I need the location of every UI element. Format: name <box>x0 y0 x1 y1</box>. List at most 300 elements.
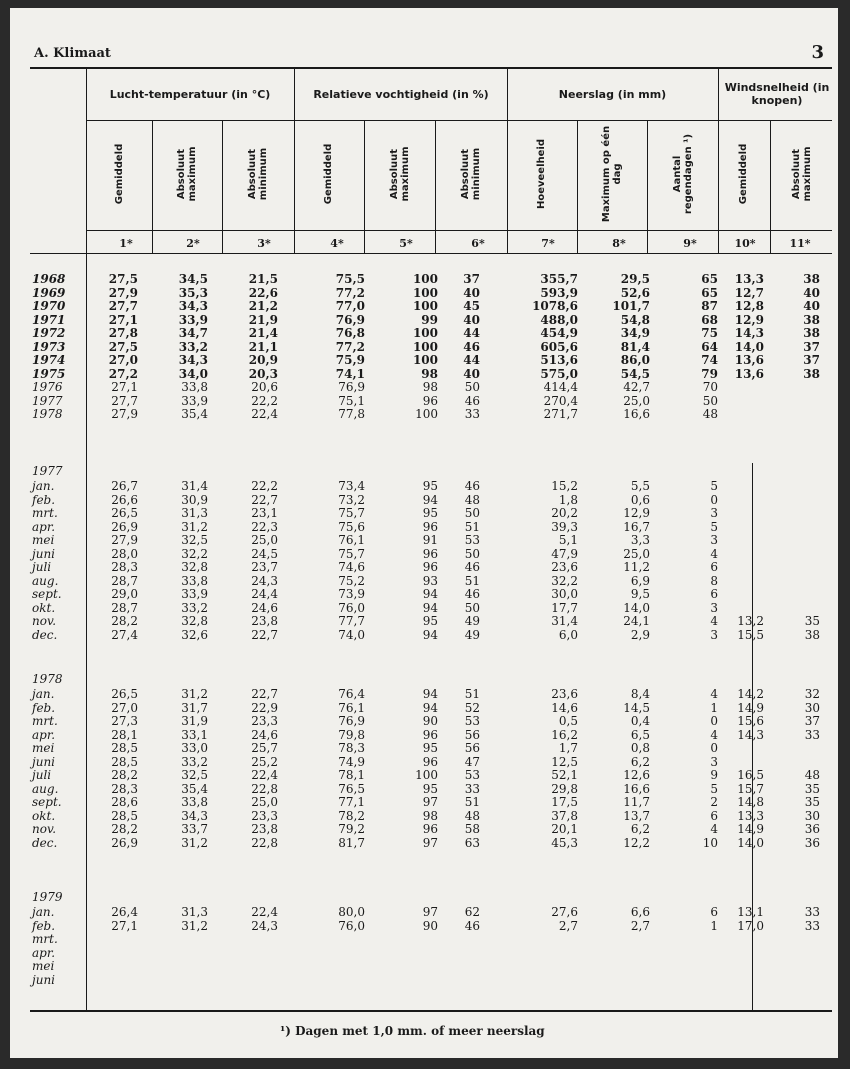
cell-value: 101,7 <box>612 299 650 313</box>
cell-value: 14,0 <box>734 339 764 354</box>
cell-value: 22,7 <box>251 492 278 507</box>
column-number: 8* <box>612 237 626 250</box>
table-row <box>10 300 838 314</box>
cell-value: 4 <box>710 546 718 561</box>
row-label: apr. <box>32 519 56 534</box>
table-row <box>10 602 838 616</box>
cell-value: 70 <box>702 380 718 394</box>
block-year-heading <box>10 668 838 688</box>
cell-value: 8,4 <box>630 687 650 701</box>
group-divider <box>718 68 719 254</box>
group-header-wind: Windsnelheid (in knopen) <box>724 81 830 107</box>
cell-value: 1,7 <box>558 741 578 755</box>
cell-value: 100 <box>415 768 438 782</box>
row-label: juni <box>32 972 56 987</box>
cell-value: 62 <box>464 905 480 919</box>
cell-value: 77,2 <box>335 285 365 300</box>
cell-value: 80,0 <box>338 905 365 919</box>
cell-value: 27,8 <box>108 326 138 340</box>
group-divider <box>294 68 295 254</box>
table-row <box>10 327 838 341</box>
cell-value: 6,9 <box>630 573 650 588</box>
cell-value: 6 <box>710 808 718 823</box>
cell-value: 12,5 <box>551 754 578 769</box>
column-divider <box>222 120 223 254</box>
cell-value: 77,7 <box>338 614 365 628</box>
cell-value: 78,3 <box>338 741 365 755</box>
cell-value: 32,5 <box>181 533 208 547</box>
cell-value: 87 <box>701 299 718 313</box>
cell-value: 100 <box>412 285 438 300</box>
group-divider <box>507 68 508 254</box>
cell-value: 25,0 <box>623 393 650 408</box>
cell-value: 27,1 <box>111 918 138 933</box>
cell-value: 32,8 <box>181 560 208 574</box>
block-year-heading <box>10 460 838 480</box>
cell-value: 30 <box>804 808 820 823</box>
cell-value: 34,5 <box>178 272 208 286</box>
cell-value: 86,0 <box>620 353 650 367</box>
cell-value: 93 <box>422 573 438 588</box>
cell-value: 100 <box>412 299 438 313</box>
cell-value: 35 <box>804 614 820 628</box>
row-label: nov. <box>32 614 57 628</box>
cell-value: 29,5 <box>620 272 650 286</box>
cell-value: 3 <box>710 506 718 520</box>
subheader-precip-amount: Hoeveelheid <box>536 138 547 210</box>
subheader-temp-min: Absoluut minimum <box>247 147 269 201</box>
cell-value: 37 <box>463 272 480 286</box>
cell-value: 24,5 <box>251 546 278 561</box>
cell-value: 22,4 <box>251 905 278 919</box>
cell-value: 53 <box>464 714 480 728</box>
cell-value: 414,4 <box>543 380 578 394</box>
cell-value: 21,2 <box>248 299 278 313</box>
block-year: 1977 <box>32 464 63 478</box>
cell-value: 27,6 <box>551 905 578 919</box>
cell-value: 95 <box>422 479 438 493</box>
cell-value: 34,9 <box>620 326 650 340</box>
cell-value: 27,0 <box>111 700 138 715</box>
cell-value: 94 <box>422 627 438 642</box>
cell-value: 28,7 <box>111 600 138 615</box>
table-row <box>10 974 838 988</box>
cell-value: 28,1 <box>111 727 138 742</box>
cell-value: 38 <box>803 272 820 286</box>
cell-value: 10 <box>702 835 718 850</box>
cell-value: 14,0 <box>737 835 764 850</box>
cell-value: 0 <box>710 741 718 755</box>
cell-value: 0,6 <box>630 492 650 507</box>
cell-value: 16,6 <box>623 407 650 421</box>
table-row <box>10 947 838 961</box>
table-row <box>10 615 838 629</box>
table-row <box>10 408 838 422</box>
cell-value: 50 <box>702 393 718 408</box>
column-number: 9* <box>683 237 697 250</box>
cell-value: 75,5 <box>335 272 365 286</box>
cell-value: 33 <box>804 905 820 919</box>
cell-value: 21,9 <box>248 312 278 327</box>
cell-value: 33,2 <box>181 754 208 769</box>
cell-value: 95 <box>422 741 438 755</box>
cell-value: 4 <box>710 614 718 628</box>
cell-value: 5 <box>710 781 718 796</box>
cell-value: 31,2 <box>181 918 208 933</box>
cell-value: 33 <box>804 727 820 742</box>
cell-value: 6,2 <box>630 822 650 836</box>
cell-value: 31,3 <box>181 905 208 919</box>
cell-value: 77,8 <box>338 407 365 421</box>
cell-value: 29,0 <box>111 587 138 601</box>
cell-value: 0,5 <box>558 714 578 728</box>
cell-value: 25,0 <box>251 795 278 809</box>
cell-value: 25,0 <box>251 533 278 547</box>
cell-value: 40 <box>463 312 480 327</box>
cell-value: 32,8 <box>181 614 208 628</box>
subheader-wind-max: Absoluut maximum <box>791 146 813 202</box>
cell-value: 38 <box>804 627 820 642</box>
cell-value: 22,4 <box>251 768 278 782</box>
column-number: 6* <box>471 237 485 250</box>
table-row <box>10 933 838 947</box>
table-row <box>10 837 838 851</box>
cell-value: 28,2 <box>111 614 138 628</box>
column-divider <box>770 120 771 254</box>
cell-value: 33,9 <box>181 393 208 408</box>
cell-value: 8 <box>710 573 718 588</box>
cell-value: 51 <box>464 687 480 701</box>
subheader-temp-max: Absoluut maximum <box>176 146 198 202</box>
row-label: aug. <box>32 781 59 796</box>
cell-value: 1,8 <box>558 492 578 507</box>
cell-value: 2 <box>710 795 718 809</box>
cell-value: 20,6 <box>251 380 278 394</box>
cell-value: 54,8 <box>620 312 650 327</box>
cell-value: 11,7 <box>623 795 650 809</box>
cell-value: 15,5 <box>737 627 764 642</box>
cell-value: 12,9 <box>623 506 650 520</box>
cell-value: 40 <box>463 366 480 381</box>
row-label: dec. <box>32 835 58 850</box>
subheader-rain-days: Aantal regendagen ¹) <box>672 133 694 215</box>
cell-value: 51 <box>464 519 480 534</box>
row-label: 1977 <box>32 393 63 408</box>
cell-value: 79,8 <box>338 727 365 742</box>
table-row <box>10 521 838 535</box>
cell-value: 22,7 <box>251 687 278 701</box>
row-label: juni <box>32 546 56 561</box>
cell-value: 0 <box>710 714 718 728</box>
cell-value: 1 <box>710 700 718 715</box>
cell-value: 14,5 <box>623 700 650 715</box>
cell-value: 96 <box>422 546 438 561</box>
cell-value: 51 <box>464 795 480 809</box>
cell-value: 75,1 <box>338 393 365 408</box>
subheader-temp-avg: Gemiddeld <box>114 143 125 205</box>
column-divider <box>435 120 436 254</box>
cell-value: 35 <box>804 781 820 796</box>
cell-value: 12,2 <box>623 835 650 850</box>
cell-value: 53 <box>464 768 480 782</box>
cell-value: 32,2 <box>181 546 208 561</box>
cell-value: 575,0 <box>540 366 578 381</box>
cell-value: 12,9 <box>734 312 764 327</box>
page-number: 3 <box>811 42 824 63</box>
document-page <box>10 8 838 1058</box>
cell-value: 76,5 <box>338 781 365 796</box>
cell-value: 32,6 <box>181 627 208 642</box>
row-label: 1968 <box>32 272 66 286</box>
monthly-tables <box>10 460 838 1023</box>
cell-value: 30,0 <box>551 587 578 601</box>
cell-value: 27,0 <box>108 353 138 367</box>
row-label: 1973 <box>32 339 66 354</box>
cell-value: 46 <box>464 479 480 493</box>
cell-value: 49 <box>464 614 480 628</box>
cell-value: 22,4 <box>251 407 278 421</box>
cell-value: 23,7 <box>251 560 278 574</box>
cell-value: 56 <box>464 741 480 755</box>
cell-value: 33,8 <box>181 795 208 809</box>
cell-value: 2,9 <box>630 627 650 642</box>
cell-value: 35,3 <box>178 285 208 300</box>
cell-value: 47 <box>464 754 480 769</box>
cell-value: 28,2 <box>111 822 138 836</box>
cell-value: 17,0 <box>737 918 764 933</box>
cell-value: 27,2 <box>108 366 138 381</box>
cell-value: 34,3 <box>178 299 208 313</box>
row-label: apr. <box>32 727 56 742</box>
table-row <box>10 796 838 810</box>
cell-value: 34,0 <box>178 366 208 381</box>
cell-value: 36 <box>804 835 820 850</box>
cell-value: 24,4 <box>251 587 278 601</box>
table-row <box>10 341 838 355</box>
cell-value: 96 <box>422 822 438 836</box>
cell-value: 27,4 <box>111 627 138 642</box>
cell-value: 31,2 <box>181 835 208 850</box>
cell-value: 52,1 <box>551 768 578 782</box>
cell-value: 75,7 <box>338 546 365 561</box>
cell-value: 454,9 <box>540 326 578 340</box>
cell-value: 17,7 <box>551 600 578 615</box>
cell-value: 79 <box>701 366 718 381</box>
cell-value: 5,5 <box>630 479 650 493</box>
cell-value: 14,6 <box>551 700 578 715</box>
cell-value: 27,5 <box>108 272 138 286</box>
cell-value: 76,1 <box>338 700 365 715</box>
table-row <box>10 629 838 643</box>
cell-value: 26,9 <box>111 835 138 850</box>
cell-value: 20,1 <box>551 822 578 836</box>
cell-value: 31,7 <box>181 700 208 715</box>
cell-value: 14,2 <box>737 687 764 701</box>
cell-value: 513,6 <box>540 353 578 367</box>
cell-value: 50 <box>464 506 480 520</box>
cell-value: 9,5 <box>630 587 650 601</box>
cell-value: 77,1 <box>338 795 365 809</box>
cell-value: 37 <box>803 339 820 354</box>
table-row <box>10 783 838 797</box>
cell-value: 20,3 <box>248 366 278 381</box>
cell-value: 12,6 <box>623 768 650 782</box>
cell-value: 17,5 <box>551 795 578 809</box>
cell-value: 4 <box>710 727 718 742</box>
cell-value: 1 <box>710 918 718 933</box>
row-label: mei <box>32 741 55 755</box>
cell-value: 605,6 <box>540 339 578 354</box>
cell-value: 3 <box>710 627 718 642</box>
row-label: 1972 <box>32 326 66 340</box>
table-row <box>10 507 838 521</box>
cell-value: 28,0 <box>111 546 138 561</box>
cell-value: 20,9 <box>248 353 278 367</box>
cell-value: 28,7 <box>111 573 138 588</box>
cell-value: 98 <box>422 808 438 823</box>
cell-value: 54,5 <box>620 366 650 381</box>
cell-value: 24,3 <box>251 918 278 933</box>
cell-value: 46 <box>463 339 480 354</box>
table-row <box>10 561 838 575</box>
cell-value: 33,2 <box>181 600 208 615</box>
cell-value: 76,8 <box>335 326 365 340</box>
cell-value: 96 <box>422 727 438 742</box>
cell-value: 46 <box>464 393 480 408</box>
cell-value: 31,4 <box>181 479 208 493</box>
column-number: 5* <box>399 237 413 250</box>
cell-value: 34,3 <box>178 353 208 367</box>
cell-value: 26,5 <box>111 506 138 520</box>
cell-value: 26,9 <box>111 519 138 534</box>
subheader-precip-max-day: Maximum op één dag <box>601 125 623 223</box>
row-label: mei <box>32 533 55 547</box>
cell-value: 28,5 <box>111 741 138 755</box>
row-label: dec. <box>32 627 58 642</box>
cell-value: 77,0 <box>335 299 365 313</box>
cell-value: 25,7 <box>251 741 278 755</box>
table-row <box>10 273 838 287</box>
cell-value: 22,3 <box>251 519 278 534</box>
cell-value: 33,0 <box>181 741 208 755</box>
column-number: 7* <box>541 237 555 250</box>
cell-value: 27,3 <box>111 714 138 728</box>
cell-value: 15,6 <box>737 714 764 728</box>
table-row <box>10 480 838 494</box>
cell-value: 33,9 <box>178 312 208 327</box>
cell-value: 81,7 <box>338 835 365 850</box>
cell-value: 4 <box>710 822 718 836</box>
cell-value: 1078,6 <box>532 299 578 313</box>
cell-value: 355,7 <box>540 272 578 286</box>
cell-value: 14,8 <box>737 795 764 809</box>
table-row <box>10 688 838 702</box>
cell-value: 44 <box>463 326 480 340</box>
row-label: jan. <box>32 479 55 493</box>
cell-value: 97 <box>422 835 438 850</box>
cell-value: 91 <box>422 533 438 547</box>
cell-value: 16,5 <box>737 768 764 782</box>
row-label: aug. <box>32 573 59 588</box>
cell-value: 100 <box>412 272 438 286</box>
cell-value: 48 <box>464 492 480 507</box>
subheader-hum-min: Absoluut minimum <box>460 147 482 201</box>
cell-value: 16,6 <box>623 781 650 796</box>
cell-value: 6 <box>710 560 718 574</box>
cell-value: 65 <box>701 272 718 286</box>
cell-value: 94 <box>422 700 438 715</box>
cell-value: 32 <box>804 687 820 701</box>
cell-value: 74,1 <box>335 366 365 381</box>
cell-value: 52 <box>464 700 480 715</box>
cell-value: 46 <box>464 918 480 933</box>
cell-value: 2,7 <box>630 918 650 933</box>
table-row <box>10 960 838 974</box>
cell-value: 22,2 <box>251 479 278 493</box>
cell-value: 24,6 <box>251 600 278 615</box>
row-label: nov. <box>32 822 57 836</box>
cell-value: 33,9 <box>181 587 208 601</box>
cell-value: 96 <box>422 754 438 769</box>
cell-value: 73,2 <box>338 492 365 507</box>
cell-value: 271,7 <box>543 407 578 421</box>
cell-value: 6,0 <box>558 627 578 642</box>
table-row <box>10 548 838 562</box>
cell-value: 97 <box>422 905 438 919</box>
cell-value: 22,7 <box>251 627 278 642</box>
subheader-hum-max: Absoluut maximum <box>389 146 411 202</box>
cell-value: 12,8 <box>734 299 764 313</box>
cell-value: 37 <box>804 714 820 728</box>
group-header-precipitation: Neerslag (in mm) <box>558 88 667 101</box>
row-label: jan. <box>32 687 55 701</box>
cell-value: 24,6 <box>251 727 278 742</box>
cell-value: 35,4 <box>181 407 208 421</box>
cell-value: 38 <box>803 326 820 340</box>
cell-value: 74 <box>701 353 718 367</box>
row-label: 1971 <box>32 312 66 327</box>
cell-value: 48 <box>702 407 718 421</box>
cell-value: 21,1 <box>248 339 278 354</box>
cell-value: 27,7 <box>108 299 138 313</box>
table-row <box>10 715 838 729</box>
cell-value: 38 <box>803 366 820 381</box>
cell-value: 5,1 <box>558 533 578 547</box>
cell-value: 65 <box>701 285 718 300</box>
cell-value: 52,6 <box>620 285 650 300</box>
cell-value: 90 <box>422 714 438 728</box>
cell-value: 76,0 <box>338 600 365 615</box>
cell-value: 35,4 <box>181 781 208 796</box>
cell-value: 22,2 <box>251 393 278 408</box>
row-label: 1978 <box>32 407 63 421</box>
cell-value: 48 <box>804 768 820 782</box>
cell-value: 32,2 <box>551 573 578 588</box>
table-row <box>10 395 838 409</box>
cell-value: 76,9 <box>338 380 365 394</box>
cell-value: 46 <box>464 587 480 601</box>
table-row <box>10 920 838 934</box>
block-year: 1979 <box>32 890 63 904</box>
cell-value: 6,6 <box>630 905 650 919</box>
cell-value: 27,5 <box>108 339 138 354</box>
column-number: 10* <box>734 237 756 250</box>
cell-value: 25,2 <box>251 754 278 769</box>
header-bottom-rule <box>30 253 832 254</box>
cell-value: 79,2 <box>338 822 365 836</box>
cell-value: 47,9 <box>551 546 578 561</box>
cell-value: 26,7 <box>111 479 138 493</box>
